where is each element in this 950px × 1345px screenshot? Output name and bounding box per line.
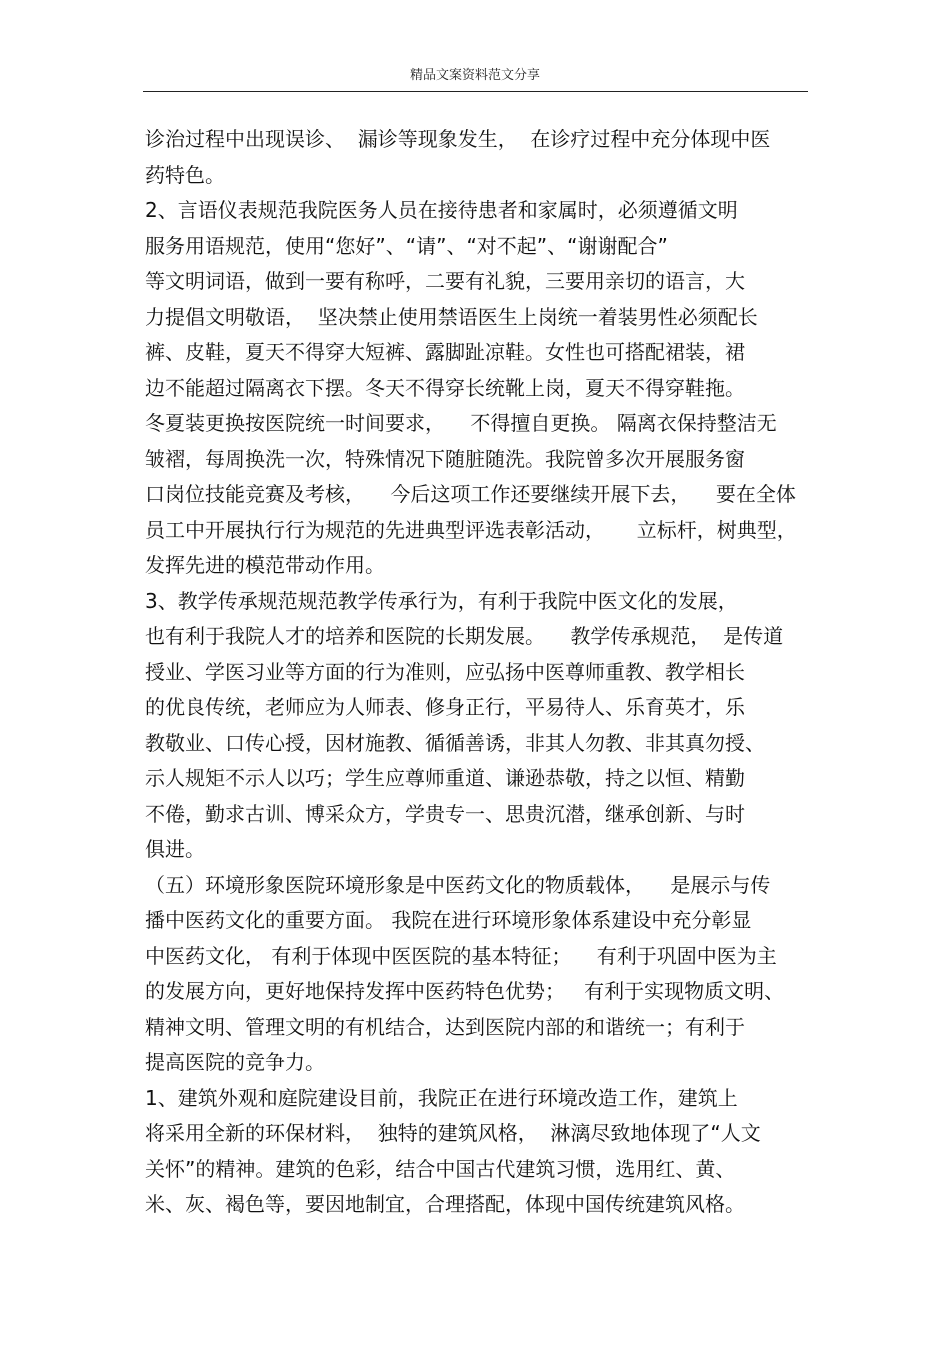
text-line: 等文明词语，做到一要有称呼，二要有礼貌，三要用亲切的语言，大 [145, 269, 745, 293]
document-body [145, 122, 815, 1223]
text-line: 口岗位技能竞赛及考核， 今后这项工作还要继续开展下去， 要在全体 [145, 482, 796, 506]
text-line: （五）环境形象医院环境形象是中医药文化的物质载体， 是展示与传 [145, 872, 771, 897]
text-line: 发挥先进的模范带动作用。 [145, 553, 385, 577]
text-line: 裤、皮鞋，夏天不得穿大短裤、露脚趾凉鞋。女性也可搭配裙装，裙 [145, 340, 745, 364]
text-line: 1、建筑外观和庭院建设目前，我院正在进行环境改造工作，建筑上 [145, 1085, 738, 1110]
text-line: 也有利于我院人才的培养和医院的长期发展。 教学传承规范， 是传道 [145, 624, 784, 648]
text-line: 提高医院的竞争力。 [145, 1050, 325, 1074]
text-line: 的发展方向，更好地保持发挥中医药特色优势； 有利于实现物质文明、 [145, 979, 785, 1003]
text-line: 3、教学传承规范规范教学传承行为，有利于我院中医文化的发展， [145, 588, 738, 613]
text-line: 的优良传统，老师应为人师表、修身正行，平易待人、乐育英才，乐 [145, 695, 745, 719]
text-line: 中医药文化， 有利于体现中医医院的基本特征； 有利于巩固中医为主 [145, 943, 777, 968]
text-line: 示人规矩不示人以巧；学生应尊师重道、谦逊恭敬，持之以恒、精勤 [145, 766, 745, 790]
text-line: 精神文明、管理文明的有机结合，达到医院内部的和谐统一；有利于 [145, 1014, 745, 1039]
text-line: 诊治过程中出现误诊、 漏诊等现象发生， 在诊疗过程中充分体现中医 [145, 127, 771, 151]
text-line: 不倦，勤求古训、博采众方，学贵专一、思贵沉潜，继承创新、与时 [145, 801, 745, 826]
text-line: 播中医药文化的重要方面。 我院在进行环境形象体系建设中充分彰显 [145, 908, 752, 932]
text-line: 将采用全新的环保材料， 独特的建筑风格， 淋漓尽致地体现了“人文 [145, 1121, 761, 1145]
text-line: 冬夏装更换按医院统一时间要求， 不得擅自更换。 隔离衣保持整洁无 [145, 411, 777, 435]
header-divider [143, 91, 808, 92]
text-line: 边不能超过隔离衣下摆。冬天不得穿长统靴上岗，夏天不得穿鞋拖。 [145, 375, 745, 400]
text-line: 关怀”的精神。建筑的色彩，结合中国古代建筑习惯，选用红、黄、 [145, 1156, 736, 1181]
text-line: 授业、学医习业等方面的行为准则，应弘扬中医尊师重教、教学相长 [145, 659, 745, 684]
text-line: 2、言语仪表规范我院医务人员在接待患者和家属时，必须遵循文明 [145, 198, 738, 222]
text-line: 俱进。 [145, 837, 205, 861]
page-header: 精品文案资料范文分享 [409, 68, 540, 83]
text-line: 药特色。 [145, 162, 225, 187]
text-line: 力提倡文明敬语， 坚决禁止使用禁语医生上岗统一着装男性必须配长 [145, 304, 758, 329]
text-line: 员工中开展执行行为规范的先进典型评选表彰活动， 立标杆，树典型， [145, 517, 797, 542]
text-line: 教敬业、口传心授，因材施教、循循善诱，非其人勿教、非其真勿授、 [145, 730, 765, 755]
text-line: 服务用语规范，使用“您好”、“请”、“对不起”、“谢谢配合” [145, 233, 668, 258]
text-line: 米、灰、褐色等，要因地制宜，合理搭配，体现中国传统建筑风格。 [145, 1192, 745, 1216]
text-line: 皱褶，每周换洗一次，特殊情况下随脏随洗。我院曾多次开展服务窗 [145, 446, 745, 471]
